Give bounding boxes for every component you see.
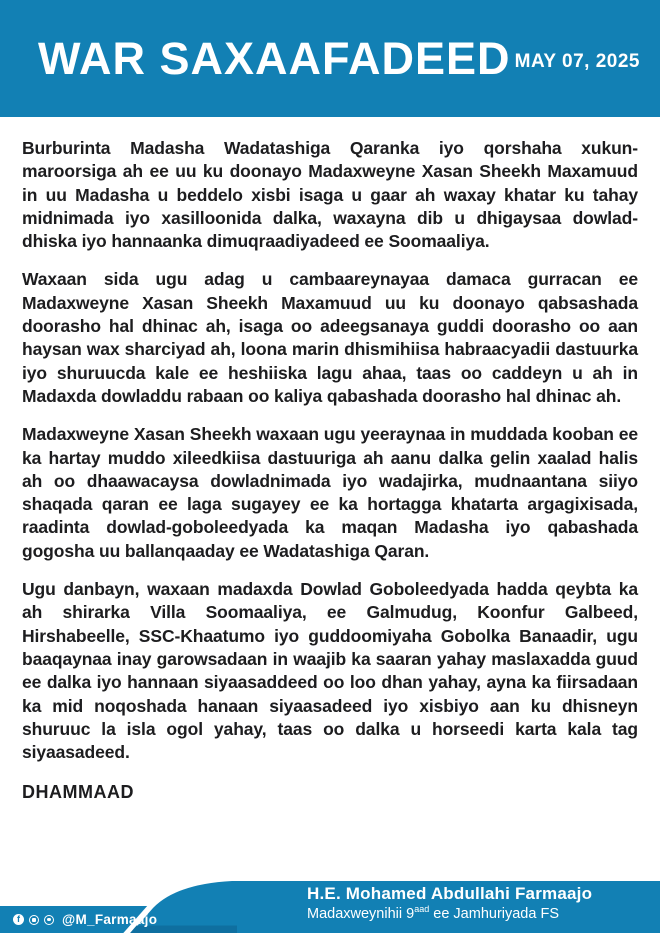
social-handle: @M_Farmaajo	[62, 912, 158, 927]
paragraph-1: Burburinta Madasha Wadatashiga Qaranka iyo qorshaha xukun-maroorsiga ah ee uu ku doonayo Madaxweyne Xasan Sheekh Maxamuud in uu Madasha u beddelo xisbi isaga u gaar ah waxay khatar ku tahay midnimada iyo xasilloonida dalka, waxayna dib u dhigaysaa dowlad-dhiska iyo hannaanka dimuqraadiyadeed ee Soomaaliya.	[22, 138, 638, 252]
paragraph-4: Ugu danbayn, waxaan madaxda Dowlad Goboleedyada hadda qeybta ka ah shirarka Villa Soomaaliya, ee Galmudug, Koonfur Galbeed, Hirshabeelle, SSC-Khaatumo iyo guddoomiyaha Gobolka Banaadir, ugu baaqaynaa inay garowsadaan in waajib ka saaran yahay maslaxadda guud ee dalka iyo hannaan siyaasaddeed oo loo dhan yahay, ayna ka fiirsadaan ka mid noqoshada hanaan siyaasadeed iyo xisbiyo aan ku dhisneyn shuruuc la isla ogol yahay, taas oo dalka u horseedi karta kala tag siyaasadeed.	[22, 579, 638, 763]
signatory-name: H.E. Mohamed Abdullahi Farmaajo	[307, 884, 593, 903]
page-title: WAR SAXAAFADEED	[38, 32, 511, 84]
twitter-icon	[44, 915, 54, 925]
end-label: DHAMMAAD	[22, 782, 134, 803]
signatory-role: Madaxweynihii $9^{aad}$ ee Jamhuriyada FS	[307, 904, 559, 922]
instagram-icon	[29, 915, 39, 925]
social-row	[13, 906, 157, 933]
date-label: MAY 07, 2025	[514, 50, 640, 72]
paragraph-2: Waxaan sida ugu adag u cambaareynayaa damaca gurracan ee Madaxweyne Xasan Sheekh Maxamuud uu ku doonayo qabsashada doorasho hal dhinac ah, isaga oo adeegsanaya guddi doorasho oo aan haysan wax sharciyad ah, loona marin dhismihiisa habraacyadii dastuurka iyo shuruucda kale ee heshiiska lagu ahaa, taas oo caddeyn u ah in Madaxda dowladdu rabaan oo kaliya qabashada doorasho hal dhinac ah.	[22, 269, 638, 406]
statement-body	[0, 117, 660, 803]
signatory-block	[307, 884, 592, 922]
facebook-icon: f	[13, 914, 24, 925]
paragraph-3: Madaxweyne Xasan Sheekh waxaan ugu yeeraynaa in muddada kooban ee ka hartay muddo xileedkiisa dastuuriga ah aanu dalka gelin xaalad halis ah oo dhaawacaysa dowladnimada iyo wadajirka, mudnaantana siiyo shaqada qaran ee laga sugayey ee ka hortagga khatarta argagixisada, raadinta dowlad-goboleedyada ka maqan Madasha iyo qabashada gogosha uu ballanqaaday ee Wadatashiga Qaran.	[22, 424, 638, 561]
header-band	[0, 0, 660, 117]
ordinal-superscript: aad	[414, 904, 430, 915]
